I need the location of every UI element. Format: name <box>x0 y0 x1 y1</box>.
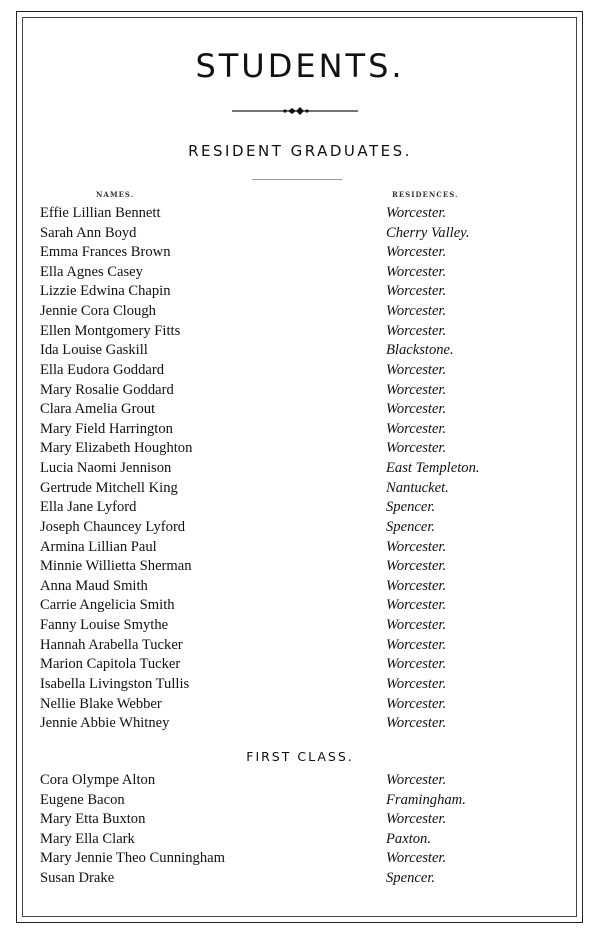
student-name: Ella Agnes Casey <box>40 263 146 283</box>
student-residence: Worcester. <box>386 636 447 653</box>
list-item <box>40 381 540 401</box>
list-item <box>40 420 540 440</box>
student-residence: Worcester. <box>386 322 447 339</box>
student-residence: Worcester. <box>386 401 447 418</box>
student-name: Fanny Louise Smythe <box>40 616 171 636</box>
list-item <box>40 400 540 420</box>
list-item <box>40 498 540 518</box>
student-name: Ellen Montgomery Fitts <box>40 322 183 342</box>
student-name: Mary Elizabeth Houghton <box>40 439 195 459</box>
list-item <box>40 771 540 791</box>
list-item <box>40 675 540 695</box>
student-residence: Worcester. <box>386 617 447 634</box>
student-residence: Worcester. <box>386 440 447 457</box>
student-residence: Worcester. <box>386 772 447 788</box>
list-item <box>40 459 540 479</box>
student-name: Mary Jennie Theo Cunningham <box>40 849 228 869</box>
student-residence: Spencer. <box>386 870 436 886</box>
student-residence: Worcester. <box>386 244 447 261</box>
list-item <box>40 791 540 811</box>
list-item <box>40 322 540 342</box>
list-item <box>40 243 540 263</box>
list-item <box>40 655 540 675</box>
student-name: Mary Etta Buxton <box>40 810 148 830</box>
names-column-header: NAMES. <box>96 190 135 199</box>
student-name: Susan Drake <box>40 869 117 889</box>
student-residence: Worcester. <box>386 263 447 280</box>
list-item <box>40 869 540 889</box>
first-class-heading: FIRST CLASS. <box>246 749 354 764</box>
list-item <box>40 830 540 850</box>
student-name: Carrie Angelicia Smith <box>40 596 178 616</box>
student-residence: East Templeton. <box>386 460 480 477</box>
list-item <box>40 518 540 538</box>
list-item <box>40 439 540 459</box>
list-item <box>40 282 540 302</box>
student-residence: Blackstone. <box>386 342 454 359</box>
student-residence: Framingham. <box>386 791 466 808</box>
list-item <box>40 849 540 869</box>
student-name: Jennie Abbie Whitney <box>40 714 172 734</box>
student-residence: Worcester. <box>386 715 447 732</box>
list-item <box>40 557 540 577</box>
student-name: Gertrude Mitchell King <box>40 479 181 499</box>
student-name: Clara Amelia Grout <box>40 400 158 420</box>
list-item <box>40 204 540 224</box>
list-item <box>40 479 540 499</box>
student-name: Effie Lillian Bennett <box>40 204 164 224</box>
student-name: Ida Louise Gaskill <box>40 341 151 361</box>
student-residence: Worcester. <box>386 303 447 320</box>
student-name: Joseph Chauncey Lyford <box>40 518 188 538</box>
student-name: Cora Olympe Alton <box>40 771 158 791</box>
student-name: Sarah Ann Boyd <box>40 224 139 244</box>
list-item <box>40 538 540 558</box>
student-residence: Worcester. <box>386 811 447 828</box>
student-residence: Worcester. <box>386 361 447 378</box>
student-name: Marion Capitola Tucker <box>40 655 183 675</box>
list-item <box>40 224 540 244</box>
student-residence: Paxton. <box>386 830 431 847</box>
list-item <box>40 636 540 656</box>
student-residence: Worcester. <box>386 538 447 555</box>
student-name: Mary Field Harrington <box>40 420 176 440</box>
student-name: Lucia Naomi Jennison <box>40 459 174 479</box>
student-residence: Cherry Valley. <box>386 224 470 241</box>
student-name: Minnie Willietta Sherman <box>40 557 195 577</box>
list-item <box>40 341 540 361</box>
student-name: Isabella Livingston Tullis <box>40 675 192 695</box>
student-name: Mary Ella Clark <box>40 830 138 850</box>
page-title: STUDENTS. <box>195 47 405 85</box>
list-item <box>40 596 540 616</box>
student-name: Emma Frances Brown <box>40 243 174 263</box>
student-residence: Worcester. <box>386 283 447 300</box>
student-residence: Worcester. <box>386 656 447 673</box>
list-item <box>40 361 540 381</box>
student-name: Ella Jane Lyford <box>40 498 139 518</box>
student-name: Anna Maud Smith <box>40 577 151 597</box>
student-residence: Worcester. <box>386 695 447 712</box>
student-residence: Spencer. <box>386 499 436 516</box>
student-name: Eugene Bacon <box>40 791 128 811</box>
student-name: Hannah Arabella Tucker <box>40 636 186 656</box>
list-item <box>40 810 540 830</box>
student-name: Armina Lillian Paul <box>40 538 160 558</box>
resident-graduates-heading: RESIDENT GRADUATES. <box>188 142 412 160</box>
list-item <box>40 695 540 715</box>
residences-column-header: RESIDENCES. <box>392 190 459 199</box>
section-rule <box>252 179 342 180</box>
list-item <box>40 577 540 597</box>
student-residence: Worcester. <box>386 381 447 398</box>
student-residence: Worcester. <box>386 597 447 614</box>
student-name: Nellie Blake Webber <box>40 695 165 715</box>
student-residence: Worcester. <box>386 675 447 692</box>
list-item <box>40 263 540 283</box>
student-residence: Nantucket. <box>386 479 449 496</box>
title-ornament <box>230 104 360 118</box>
student-residence: Worcester. <box>386 850 447 867</box>
student-residence: Spencer. <box>386 518 436 535</box>
student-residence: Worcester. <box>386 558 447 575</box>
list-item <box>40 714 540 734</box>
student-residence: Worcester. <box>386 205 447 221</box>
list-item <box>40 616 540 636</box>
student-residence: Worcester. <box>386 577 447 594</box>
list-item <box>40 302 540 322</box>
student-name: Ella Eudora Goddard <box>40 361 167 381</box>
student-name: Jennie Cora Clough <box>40 302 159 322</box>
student-name: Lizzie Edwina Chapin <box>40 282 174 302</box>
student-name: Mary Rosalie Goddard <box>40 381 177 401</box>
student-residence: Worcester. <box>386 420 447 437</box>
